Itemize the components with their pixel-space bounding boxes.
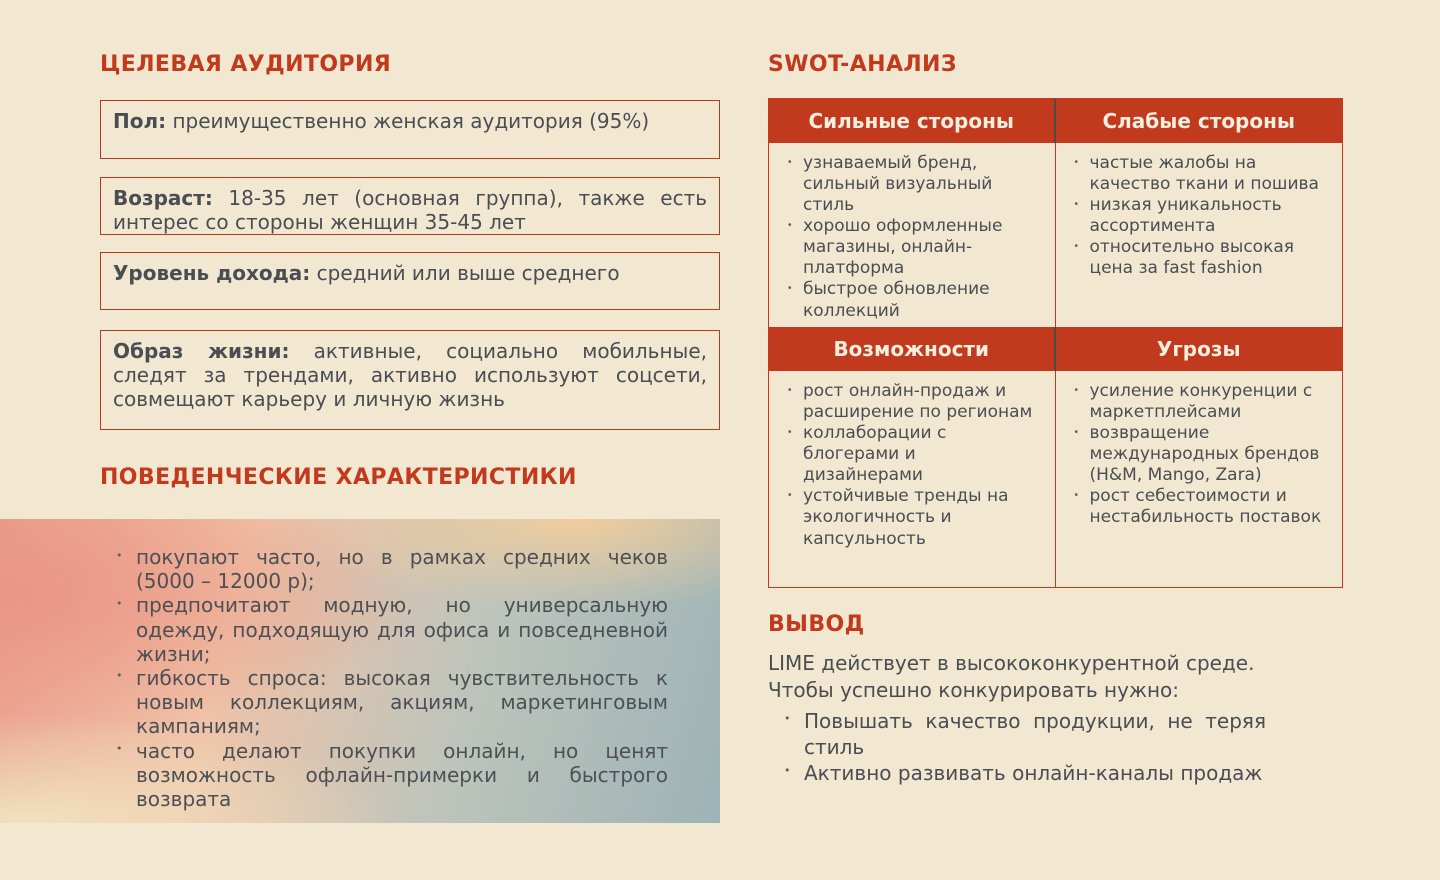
swot-heading: SWOT-АНАЛИЗ — [768, 52, 957, 77]
gender-label: Пол: — [113, 109, 167, 133]
swot-item: • частые жалобы на качество ткани и пошива — [1090, 153, 1329, 195]
behavioral-gradient-panel — [0, 519, 720, 823]
behavioral-bullet-list — [0, 519, 720, 811]
lifestyle-label: Образ жизни: — [113, 339, 290, 363]
swot-threats-cell — [1056, 371, 1343, 587]
conclusion-intro-line-2: Чтобы успешно конкурировать нужно: — [768, 678, 1180, 702]
conclusion-heading: ВЫВОД — [768, 612, 865, 637]
swot-threats-header: Угрозы — [1056, 327, 1343, 371]
target-audience-heading: ЦЕЛЕВАЯ АУДИТОРИЯ — [100, 52, 392, 77]
income-box — [100, 252, 720, 310]
behavioral-bullet-item: • гибкость спроса: высокая чувствительность к новым коллекциям, акциям, маркетинговым кампаниям; — [136, 666, 668, 739]
swot-weaknesses-list — [1066, 153, 1329, 279]
behavioral-bullet-item: • покупают часто, но в рамках средних чеков (5000 – 12000 р); — [136, 545, 668, 593]
swot-item: • низкая уникальность ассортимента — [1090, 195, 1329, 237]
gender-box — [100, 100, 720, 159]
lifestyle-text: активные, социально мобильные, следят за трендами, активно используют соцсети, совмещают карьеру и личную жизнь — [113, 339, 707, 411]
swot-strengths-cell — [769, 143, 1056, 327]
behavioral-bullet-item: • часто делают покупки онлайн, но ценят возможность офлайн-примерки и быстрого возврата — [136, 739, 668, 812]
swot-opportunities-cell — [769, 371, 1056, 587]
behavioral-heading: ПОВЕДЕНЧЕСКИЕ ХАРАКТЕРИСТИКИ — [100, 465, 577, 490]
swot-item: • возвращение международных брендов (H&M, Mango, Zara) — [1090, 423, 1329, 486]
swot-table — [768, 98, 1343, 588]
swot-strengths-header: Сильные стороны — [769, 99, 1056, 143]
conclusion-intro — [768, 650, 1348, 704]
lifestyle-box — [100, 330, 720, 430]
age-box — [100, 177, 720, 235]
swot-item: • хорошо оформленные магазины, онлайн-платформа — [803, 216, 1041, 279]
swot-weaknesses-header: Слабые стороны — [1056, 99, 1343, 143]
conclusion-bullet-item: • Повышать качество продукции, не теряя стиль — [804, 708, 1266, 760]
swot-item: • коллаборации с блогерами и дизайнерами — [803, 423, 1041, 486]
swot-item: • узнаваемый бренд, сильный визуальный стиль — [803, 153, 1041, 216]
conclusion-intro-line-1: LIME действует в высококонкурентной среде. — [768, 651, 1255, 675]
swot-item: • рост себестоимости и нестабильность поставок — [1090, 486, 1329, 528]
income-label: Уровень дохода: — [113, 261, 311, 285]
swot-item: • относительно высокая цена за fast fashion — [1090, 237, 1329, 279]
conclusion-bullet-list — [778, 708, 1266, 786]
swot-opportunities-header: Возможности — [769, 327, 1056, 371]
age-label: Возраст: — [113, 186, 213, 210]
conclusion-bullet-item: • Активно развивать онлайн-каналы продаж — [804, 760, 1266, 786]
swot-threats-list — [1066, 381, 1329, 529]
swot-weaknesses-cell — [1056, 143, 1343, 327]
age-text: 18-35 лет (основная группа), также есть интерес со стороны женщин 35-45 лет — [113, 186, 708, 234]
behavioral-bullet-item: • предпочитают модную, но универсальную одежду, подходящую для офиса и повседневной жизни; — [136, 593, 668, 666]
swot-opportunities-list — [779, 381, 1041, 550]
swot-item: • устойчивые тренды на экологичность и капсульность — [803, 486, 1041, 549]
swot-strengths-list — [779, 153, 1041, 322]
income-text: средний или выше среднего — [316, 261, 620, 285]
swot-item: • рост онлайн-продаж и расширение по регионам — [803, 381, 1041, 423]
swot-item: • быстрое обновление коллекций — [803, 279, 1041, 321]
swot-item: • усиление конкуренции с маркетплейсами — [1090, 381, 1329, 423]
gender-text: преимущественно женская аудитория (95%) — [172, 109, 650, 133]
